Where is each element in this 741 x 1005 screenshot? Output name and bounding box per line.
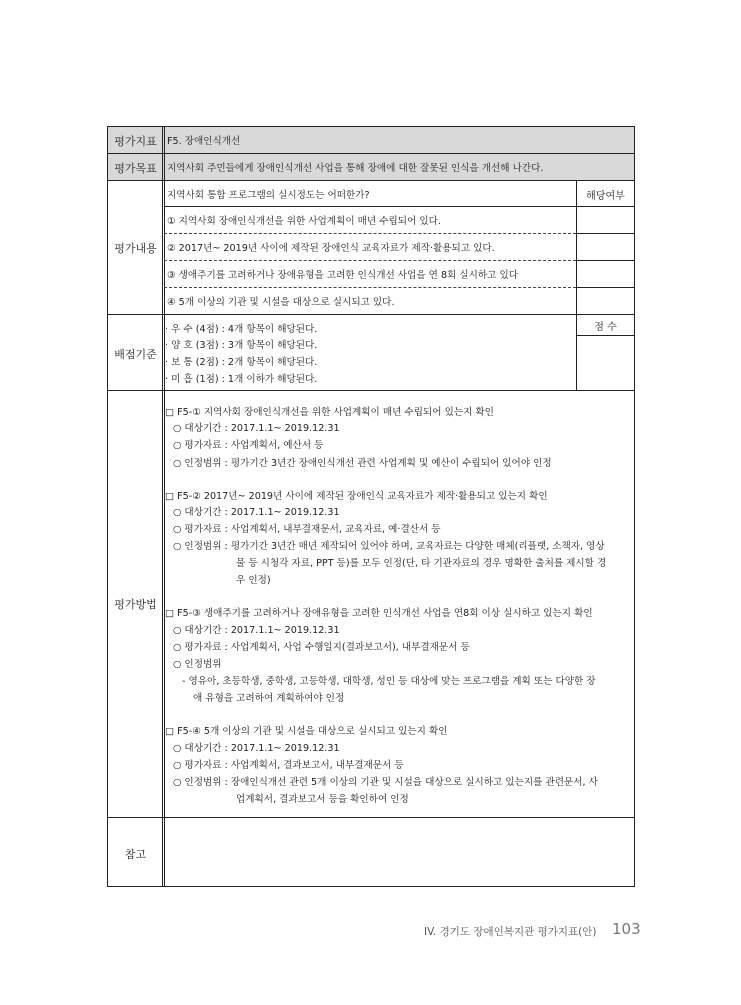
method-line: ○ 대상기간 : 2017.1.1~ 2019.12.31: [173, 423, 340, 434]
page-number: 103: [612, 920, 641, 938]
method-label: 평가방법: [114, 598, 157, 611]
method-line: ○ 인정범위 : 장애인식개선 관련 5개 이상의 기관 및 시설을 대상으로 실시하고 있는지를 관련문서, 사: [173, 777, 598, 788]
method-line: ○ 인정범위 : 평가기간 3년간 매년 제작되어 있어야 하며, 교육자료는 다양한 매체(리플랫, 소책자, 영상: [173, 541, 605, 552]
footer-section: IV. 경기도 장애인복지관 평가지표(안): [424, 926, 597, 938]
method-line: □ F5-③ 생애주기를 고려하거나 장애유형을 고려한 인식개선 사업을 연8회 이상 실시하고 있는지 확인: [165, 608, 593, 619]
label-column-divider: [162, 127, 163, 886]
applicable-cell-divider: [576, 260, 634, 261]
method-line: □ F5-② 2017년~ 2019년 사이에 제작된 장애인식 교육자료가 제작·활용되고 있는지 확인: [165, 491, 548, 502]
method-line: 물 등 시청각 자료, PPT 등)를 모두 인정(단, 타 기관자료의 경우 명확한 출처를 제시할 경: [236, 558, 607, 569]
method-line: ○ 대상기간 : 2017.1.1~ 2019.12.31: [173, 743, 340, 754]
item-divider: [164, 287, 576, 288]
method-line: 업계획서, 결과보고서 등을 확인하여 인정: [236, 794, 409, 805]
applicable-column-divider: [576, 180, 577, 390]
row-divider: [108, 153, 634, 154]
method-line: - 영유아, 초등학생, 중학생, 고등학생, 대학생, 성인 등 대상에 맞는 프로그램을 계획 또는 다양한 장: [182, 676, 596, 687]
applicable-cell-divider: [576, 233, 634, 234]
label-column-divider: [164, 127, 165, 886]
applicable-cell-divider: [576, 287, 634, 288]
goal-value: 지역사회 주민들에게 장애인식개선 사업을 통해 장애에 대한 잘못된 인식을 개선해 나간다.: [167, 163, 544, 174]
scoring-label: 배점기준: [114, 348, 157, 361]
goal-label: 평가목표: [114, 162, 157, 175]
method-line: 우 인정): [236, 575, 271, 586]
score-header: 점 수: [594, 322, 617, 333]
content-item: ④ 5개 이상의 기관 및 시설을 대상으로 실시되고 있다.: [167, 297, 395, 308]
item-divider: [164, 260, 576, 261]
row-divider: [108, 314, 634, 315]
row-divider: [108, 180, 634, 181]
method-line: □ F5-① 지역사회 장애인식개선을 위한 사업계획이 매년 수립되어 있는지 확인: [165, 407, 494, 418]
method-line: ○ 대상기간 : 2017.1.1~ 2019.12.31: [173, 625, 340, 636]
method-line: 애 유형을 고려하여 계획하여야 인정: [193, 693, 345, 704]
method-line: ○ 대상기간 : 2017.1.1~ 2019.12.31: [173, 507, 340, 518]
content-item: ① 지역사회 장애인식개선을 위한 사업계획이 매년 수립되어 있다.: [167, 216, 441, 227]
method-line: ○ 평가자료 : 사업계획서, 결과보고서, 내부결재문서 등: [173, 760, 404, 771]
method-line: ○ 평가자료 : 사업계획서, 내부결재문서, 교육자료, 예·결산서 등: [173, 524, 441, 535]
scoring-item: · 미 흡 (1점) : 1개 이하가 해당된다.: [165, 374, 318, 385]
scoring-item: · 우 수 (4점) : 4개 항목이 해당된다.: [165, 324, 318, 335]
method-line: ○ 인정범위 : 평가기간 3년간 장애인식개선 관련 사업계획 및 예산이 수립되어 있어야 인정: [173, 458, 552, 469]
note-label: 참고: [124, 848, 147, 861]
item-divider: [164, 233, 576, 234]
content-question: 지역사회 통합 프로그램의 실시정도는 어떠한가?: [167, 190, 370, 201]
method-line: ○ 인정범위: [173, 659, 222, 670]
content-item: ③ 생애주기를 고려하거나 장애유형을 고려한 인식개선 사업을 연 8회 실시하고 있다: [167, 270, 519, 281]
applicable-header: 해당여부: [586, 191, 625, 202]
row-divider: [108, 390, 634, 391]
method-line: □ F5-④ 5개 이상의 기관 및 시설을 대상으로 실시되고 있는지 확인: [165, 726, 448, 737]
method-line: ○ 평가자료 : 사업계획서, 예산서 등: [173, 440, 324, 451]
scoring-item: · 양 호 (3점) : 3개 항목이 해당된다.: [165, 340, 318, 351]
score-header-divider: [576, 335, 634, 336]
method-line: ○ 평가자료 : 사업계획서, 사업 수행일지(결과보고서), 내부결재문서 등: [173, 642, 470, 653]
content-item: ② 2017년~ 2019년 사이에 제작된 장애인식 교육자료가 제작·활용되고 있다.: [167, 243, 495, 254]
content-label: 평가내용: [114, 242, 157, 255]
row-divider: [108, 817, 634, 818]
content-header-divider: [164, 206, 634, 207]
scoring-item: · 보 통 (2점) : 2개 항목이 해당된다.: [165, 357, 318, 368]
indicator-label: 평가지표: [114, 135, 157, 148]
indicator-value: F5. 장애인식개선: [167, 136, 241, 147]
